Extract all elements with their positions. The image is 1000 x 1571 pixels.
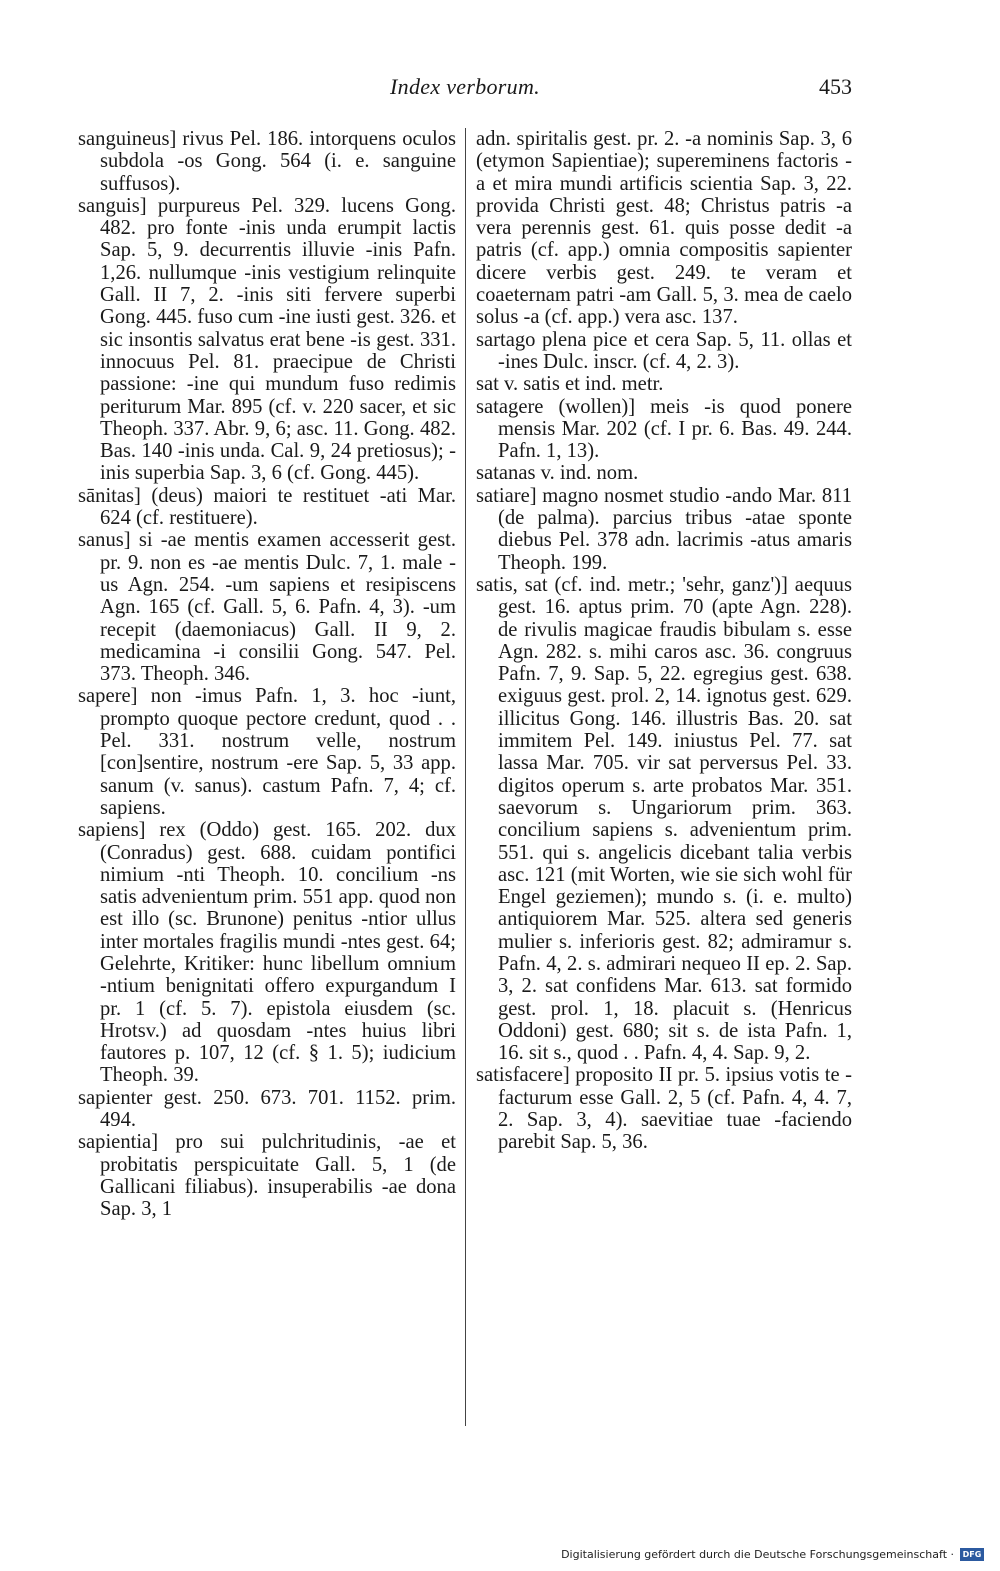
page-header (78, 74, 852, 104)
index-entry: sanguis] purpureus Pel. 329. lucens Gong. 482. pro fonte -inis unda erumpit lactis Sap. 5, 9. decurrentis illuvie -inis Pafn. 1,26. nullumque -inis vestigium relinquite Gall. II 7, 2. -inis siti fervere superbi Gong. 445. fuso cum -ine iusti gest. 326. et sic insontis salvatus erat bene -is gest. 331. innocuus Pel. 81. praecipue de Christi passione: -ine qui mundum fuso redimis periturum Mar. 895 (cf. v. 220 sacer, et sic Theoph. 337. Abr. 9, 6; asc. 11. Gong. 482. Bas. 140 -inis unda. Cal. 9, 24 pretiosus); -inis superbia Sap. 3, 6 (cf. Gong. 445). (78, 194, 456, 485)
right-column (476, 128, 852, 1154)
running-title: Index verborum. (390, 74, 540, 99)
index-entry: sapiens] rex (Oddo) gest. 165. 202. dux (Conradus) gest. 688. cuidam pontifici nimium -nti Theoph. 10. concilium -ns satis advenientum prim. 551 app. quod non est illo (sc. Brunone) penitus -ntior ullus inter mortales fragilis mundi -ntes gest. 64; Gelehrte, Kritiker: hunc libellum omnium -ntium benignitati offero expurgandum I pr. 1 (cf. 5. 7). epistola eiusdem (sc. Hrotsv.) ad quosdam -ntes huius libri fautores p. 107, 12 (cf. § 1. 5); iudicium Theoph. 39. (78, 819, 456, 1087)
dfg-logo-icon: DFG (960, 1548, 984, 1561)
index-entry: satagere (wollen)] meis -is quod ponere mensis Mar. 202 (cf. I pr. 6. Bas. 49. 244. Pafn. 1, 13). (476, 395, 852, 463)
index-entry: sartago plena pice et cera Sap. 5, 11. ollas et -ines Dulc. inscr. (cf. 4, 2. 3). (476, 328, 852, 373)
index-entry: satiare] magno nosmet studio -ando Mar. 811 (de palma). parcius tribus -atae sponte diebus Pel. 378 adn. lacrimis -atus amaris Theoph. 199. (476, 484, 852, 574)
index-entry: satis, sat (cf. ind. metr.; 'sehr, ganz')] aequus gest. 16. aptus prim. 70 (apte Agn. 228). de rivulis magicae fraudis bibulam s. esse Agn. 282. s. mihi caros asc. 36. congruus Pafn. 7, 9. Sap. 5, 22. egregius gest. 638. exiguus gest. prol. 2, 14. ignotus gest. 629. illicitus Gong. 146. illustris Bas. 20. sat immitem Pel. 149. iniustus Pel. 77. sat lassa Mar. 705. vir sat perversus Pel. 33. digitos operum s. arte probatos Mar. 351. saevorum s. Ungariorum prim. 363. concilium sapiens s. advenientum prim. 551. qui s. angelicis dicebant talia verbis asc. 121 (mit Worten, wie sie sich wohl für Engel geziemen); mundo s. (i. e. multo) antiquiorem Mar. 525. altera sed generis mulier s. inferioris gest. 82; admiramur s. Pafn. 4, 2. s. admirari nequeo II ep. 2. Sap. 3, 2. sat confidens Mar. 613. sat formido gest. prol. 1, 18. placuit s. (Henricus Oddoni) gest. 680; sit s. de ista Pafn. 1, 16. sit s., quod . . Pafn. 4, 4. Sap. 9, 2. (476, 573, 852, 1065)
left-column (78, 128, 456, 1221)
index-entry: sanguineus] rivus Pel. 186. intorquens oculos subdola -os Gong. 564 (i. e. sanguine suffusos). (78, 128, 456, 195)
column-divider (465, 128, 466, 1426)
footer-credit: Digitalisierung gefördert durch die Deutsche Forschungsgemeinschaft · (561, 1548, 954, 1561)
index-entry: sānitas] (deus) maiori te restituet -ati Mar. 624 (cf. restituere). (78, 484, 456, 530)
digitization-footer (561, 1548, 984, 1561)
index-entry: sanus] si -ae mentis examen accesserit gest. pr. 9. non es -ae mentis Dulc. 7, 1. male -us Agn. 254. -um sapiens et resipiscens Agn. 165 (cf. Gall. 5, 6. Pafn. 4, 3). -um recepit (daemoniacus) Gall. II 9, 2. medicamina -i consilii Gong. 547. Pel. 373. Theoph. 346. (78, 529, 456, 686)
index-entry: sapientia] pro sui pulchritudinis, -ae et probitatis perspicuitate Gall. 5, 1 (de Gallicani filiabus). insuperabilis -ae dona Sap. 3, 1 (78, 1131, 456, 1221)
index-entry-continuation: adn. spiritalis gest. pr. 2. -a nominis Sap. 3, 6 (etymon Sapientiae); supereminens factoris -a et mira mundi artificis scientia Sap. 3, 22. provida Christi gest. 48; Christus patris -a vera perennis gest. 61. quis posse dedit -a patris (cf. app.) omnia compositis sapienter dicere verbis gest. 249. te veram et coaeternam patri -am Gall. 5, 3. mea de caelo solus -a (cf. app.) vera asc. 137. (476, 128, 852, 329)
index-entry: sapere] non -imus Pafn. 1, 3. hoc -iunt, prompto quoque pectore credunt, quod . . Pel. 331. nostrum velle, nostrum [con]sentire, nostrum -ere Sap. 5, 33 app. sanum (v. sanus). castum Pafn. 7, 4; cf. sapiens. (78, 685, 456, 819)
index-entry: sat v. satis et ind. metr. (476, 373, 664, 396)
page-number: 453 (819, 74, 852, 99)
index-entry: sapienter gest. 250. 673. 701. 1152. prim. 494. (78, 1086, 456, 1132)
index-entry: satanas v. ind. nom. (476, 462, 639, 485)
index-entry: satisfacere] proposito II pr. 5. ipsius votis te -facturum esse Gall. 2, 5 (cf. Pafn. 4, 4. 7, 2. Sap. 3, 4). saevitiae tuae -faciendo parebit Sap. 5, 36. (476, 1064, 852, 1154)
